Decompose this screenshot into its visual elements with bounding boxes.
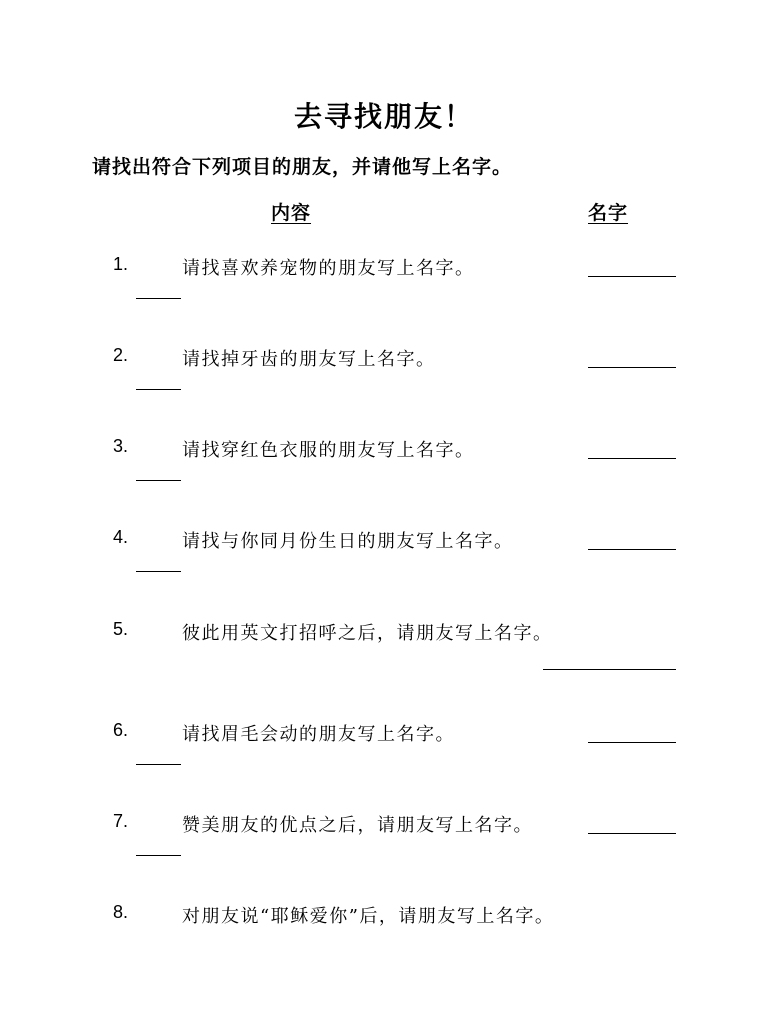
list-item [0, 902, 768, 962]
name-blank-continuation [136, 764, 181, 765]
name-blank[interactable] [588, 549, 676, 550]
item-number: 4. [113, 527, 129, 547]
list-item [0, 720, 768, 780]
item-number: 3. [113, 436, 129, 456]
item-text: 请找穿红色衣服的朋友写上名字。 [182, 440, 475, 461]
name-blank-continuation [136, 480, 181, 481]
item-text: 赞美朋友的优点之后，请朋友写上名字。 [182, 815, 533, 836]
list-item [0, 345, 768, 405]
item-number: 8. [113, 902, 129, 922]
name-blank[interactable] [588, 367, 676, 368]
header-content: 内容 [271, 202, 312, 224]
item-text: 请找掉牙齿的朋友写上名字。 [182, 349, 436, 370]
instruction-text: 请找出符合下列项目的朋友，并请他写上名字。 [92, 156, 513, 178]
name-blank[interactable] [543, 669, 676, 670]
name-blank[interactable] [588, 458, 676, 459]
name-blank[interactable] [588, 276, 676, 277]
name-blank-continuation [136, 389, 181, 390]
item-number: 1. [113, 254, 129, 274]
list-item [0, 254, 768, 314]
page-title: 去寻找朋友！ [293, 100, 474, 133]
list-item [0, 527, 768, 587]
name-blank-continuation [136, 855, 181, 856]
name-blank-continuation [136, 571, 181, 572]
item-number: 6. [113, 720, 129, 740]
item-text: 请找喜欢养宠物的朋友写上名字。 [182, 258, 475, 279]
item-number: 2. [113, 345, 129, 365]
list-item [0, 619, 768, 679]
item-number: 7. [113, 811, 129, 831]
name-blank[interactable] [588, 833, 676, 834]
list-item [0, 436, 768, 496]
item-text: 请找眉毛会动的朋友写上名字。 [182, 724, 455, 745]
name-blank[interactable] [588, 742, 676, 743]
header-name: 名字 [588, 202, 629, 224]
name-blank-continuation [136, 298, 181, 299]
item-number: 5. [113, 619, 129, 639]
item-text: 对朋友说“耶稣爱你”后，请朋友写上名字。 [182, 906, 555, 927]
item-text: 彼此用英文打招呼之后，请朋友写上名字。 [182, 623, 553, 644]
list-item [0, 811, 768, 871]
item-text: 请找与你同月份生日的朋友写上名字。 [182, 531, 514, 552]
